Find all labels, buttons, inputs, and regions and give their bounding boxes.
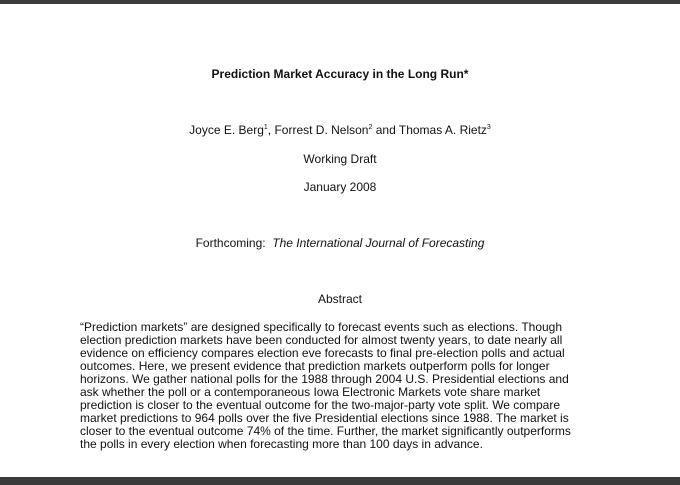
forthcoming-label: Forthcoming: [195, 236, 266, 250]
abstract-line: “Prediction markets” are designed specifically to forecast events such as elections. Though [80, 320, 563, 334]
author-affiliation-mark: 2 [368, 124, 373, 131]
abstract-line: market predictions to 964 polls over the five Presidential elections since 1988. The market is [80, 411, 569, 425]
paper-date: January 2008 [303, 180, 377, 194]
journal-name: The International Journal of Forecasting [272, 236, 485, 250]
abstract-line: outcomes. Here, we present evidence that prediction markets outperform polls for longer [80, 359, 550, 373]
viewer-bottom-border [0, 477, 680, 485]
forthcoming-line [0, 236, 680, 250]
abstract-line: closer to the eventual outcome 74% of the time. Further, the market significantly outperforms [80, 424, 571, 438]
abstract-line: prediction is closer to the eventual outcome for the two-major-party vote split. We compare [80, 398, 560, 412]
draft-status: Working Draft [303, 152, 377, 166]
abstract-line: ask whether the poll or a contemporaneous Iowa Electronic Markets vote share market [80, 385, 541, 399]
author-separator: and [372, 123, 399, 137]
author-separator: , [267, 123, 275, 137]
document-page [0, 4, 680, 477]
abstract-line: evidence on efficiency compares election eve forecasts to final pre-election polls and actual [80, 346, 565, 360]
abstract-line: the polls in every election when forecasting more than 100 days in advance. [80, 437, 483, 451]
author-name: Joyce E. Berg [189, 123, 264, 137]
abstract-heading: Abstract [317, 292, 362, 306]
abstract-line: horizons. We gather national polls for the 1988 through 2004 U.S. Presidential elections and [80, 372, 569, 386]
author-name: Thomas A. Rietz [398, 123, 487, 137]
author-affiliation-mark: 3 [486, 124, 491, 131]
paper-title: Prediction Market Accuracy in the Long Run* [211, 67, 469, 81]
author-line [0, 123, 680, 137]
author-affiliation-mark: 1 [263, 124, 268, 131]
abstract-line: election prediction markets have been conducted for almost twenty years, to date nearly all [80, 333, 563, 347]
author-name: Forrest D. Nelson [274, 123, 369, 137]
abstract-text [80, 321, 610, 451]
